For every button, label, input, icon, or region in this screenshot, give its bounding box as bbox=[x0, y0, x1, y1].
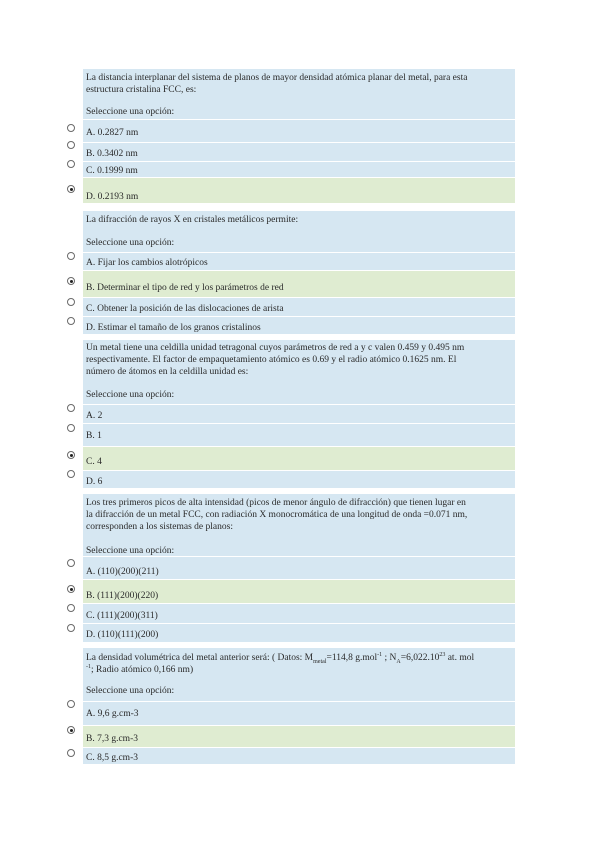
question-4-option-a-radio[interactable] bbox=[67, 559, 75, 567]
question-4-text-line-2: la difracción de un metal FCC, con radiación X monocromática de una longitud de onda =0.071 nm, bbox=[86, 510, 468, 520]
question-3-prompt bbox=[83, 340, 515, 404]
question-4-prompt bbox=[83, 494, 515, 556]
question-2-option-c[interactable] bbox=[83, 297, 515, 316]
question-5-option-c[interactable] bbox=[83, 747, 515, 764]
question-3-option-b-radio[interactable] bbox=[67, 424, 75, 432]
question-2-prompt bbox=[83, 211, 515, 252]
q5-line1-part1: La densidad volumétrica del metal anterior será: ( Datos: M bbox=[86, 653, 314, 663]
question-1-text-line-2: estructura cristalina FCC, es: bbox=[86, 85, 197, 95]
option-label: D. 0.2193 nm bbox=[86, 192, 139, 202]
option-label: B. 0.3402 nm bbox=[86, 149, 138, 159]
option-label: A. 2 bbox=[86, 411, 103, 421]
option-label: B. (111)(200)(220) bbox=[86, 591, 159, 601]
question-4-option-c[interactable] bbox=[83, 603, 515, 623]
option-label: B. 1 bbox=[86, 431, 102, 441]
question-2-option-d[interactable] bbox=[83, 316, 515, 334]
q5-line1-part3: ; N bbox=[382, 653, 397, 663]
option-label: B. Determinar el tipo de red y los parámetros de red bbox=[86, 283, 284, 293]
q5-line1-sup2: 23 bbox=[439, 651, 446, 658]
q5-line1-part4: =6,022.10 bbox=[400, 653, 440, 663]
question-3-text-line-2: respectivamente. El factor de empaquetamiento atómico es 0.69 y el radio atómico 0.1625 nm. El bbox=[86, 355, 457, 365]
question-5-option-b[interactable] bbox=[83, 725, 515, 747]
question-1-prompt bbox=[83, 69, 515, 119]
question-3-option-a-radio[interactable] bbox=[67, 404, 75, 412]
option-label: A. (110)(200)(211) bbox=[86, 567, 159, 577]
question-1-option-c[interactable] bbox=[83, 161, 515, 177]
question-2-option-a-radio[interactable] bbox=[67, 252, 75, 260]
question-5-prompt bbox=[83, 648, 515, 701]
option-label: C. 0.1999 nm bbox=[86, 166, 138, 176]
option-label: B. 7,3 g.cm-3 bbox=[86, 734, 138, 744]
question-1-option-d[interactable] bbox=[83, 177, 515, 203]
question-2-option-b-radio[interactable] bbox=[67, 277, 75, 285]
question-3-option-b[interactable] bbox=[83, 423, 515, 446]
option-label: A. Fijar los cambios alotrópicos bbox=[86, 258, 208, 268]
question-2-text-line-1: La difracción de rayos X en cristales metálicos permite: bbox=[86, 215, 299, 225]
q5-line2-text: ; Radio atómico 0,166 nm) bbox=[91, 665, 194, 675]
option-label: C. 8,5 g.cm-3 bbox=[86, 753, 138, 763]
option-label: C. 4 bbox=[86, 457, 102, 467]
question-4-option-a[interactable] bbox=[83, 556, 515, 579]
question-2-option-a[interactable] bbox=[83, 252, 515, 270]
q5-line1-sub2: A bbox=[396, 658, 401, 665]
option-label: C. (111)(200)(311) bbox=[86, 611, 158, 621]
option-label: C. Obtener la posición de las dislocaciones de arista bbox=[86, 304, 284, 314]
question-5-text-line-1 bbox=[86, 652, 474, 664]
question-4-option-b-radio[interactable] bbox=[67, 585, 75, 593]
option-label: A. 9,6 g.cm-3 bbox=[86, 709, 139, 719]
question-3-option-c[interactable] bbox=[83, 446, 515, 470]
option-label: D. Estimar el tamaño de los granos cristalinos bbox=[86, 323, 261, 333]
q5-line1-sup1: -1 bbox=[377, 651, 383, 658]
option-label: D. (110)(111)(200) bbox=[86, 630, 159, 640]
question-1-option-b-radio[interactable] bbox=[67, 141, 75, 149]
question-1-option-b[interactable] bbox=[83, 142, 515, 161]
question-1-select-label: Seleccione una opción: bbox=[86, 107, 175, 117]
question-4-text-line-3: corresponden a los sistemas de planos: bbox=[86, 522, 233, 532]
question-2-option-d-radio[interactable] bbox=[67, 317, 75, 325]
question-3-option-d-radio[interactable] bbox=[67, 470, 75, 478]
question-2-option-c-radio[interactable] bbox=[67, 298, 75, 306]
question-1-option-c-radio[interactable] bbox=[67, 160, 75, 168]
question-1-option-d-radio[interactable] bbox=[67, 185, 75, 193]
q5-line1-part2: =114,8 g.mol bbox=[326, 653, 378, 663]
question-3-text-line-3: número de átomos en la celdilla unidad es: bbox=[86, 367, 249, 377]
question-1-text-line-1: La distancia interplanar del sistema de planos de mayor densidad atómica planar del metal, para esta bbox=[86, 73, 468, 83]
option-label: A. 0.2827 nm bbox=[86, 128, 139, 138]
question-5-option-a-radio[interactable] bbox=[67, 700, 75, 708]
q5-line1-sub1: metal bbox=[313, 658, 327, 665]
option-label: D. 6 bbox=[86, 477, 103, 487]
question-3-option-a[interactable] bbox=[83, 404, 515, 423]
question-1-option-a-radio[interactable] bbox=[67, 124, 75, 132]
question-1-option-a[interactable] bbox=[83, 119, 515, 142]
q5-line1-part5: at. mol bbox=[445, 653, 475, 663]
question-4-select-label: Seleccione una opción: bbox=[86, 546, 175, 556]
question-4-text-line-1: Los tres primeros picos de alta intensidad (picos de menor ángulo de difracción) que tienen lugar en bbox=[86, 498, 466, 508]
question-2-option-b[interactable] bbox=[83, 270, 515, 297]
question-4-option-d[interactable] bbox=[83, 623, 515, 642]
question-3-option-d[interactable] bbox=[83, 470, 515, 488]
question-4-option-b[interactable] bbox=[83, 579, 515, 603]
question-5-text-line-2 bbox=[86, 664, 193, 676]
question-2-select-label: Seleccione una opción: bbox=[86, 238, 175, 248]
question-4-option-c-radio[interactable] bbox=[67, 604, 75, 612]
question-5-select-label: Seleccione una opción: bbox=[86, 686, 175, 696]
question-5-option-a[interactable] bbox=[83, 701, 515, 725]
question-3-text-line-1: Un metal tiene una celdilla unidad tetragonal cuyos parámetros de red a y c valen 0.459 y 0.495 nm bbox=[86, 343, 465, 353]
question-3-option-c-radio[interactable] bbox=[67, 451, 75, 459]
question-4-option-d-radio[interactable] bbox=[67, 624, 75, 632]
q5-line2-sup: -1 bbox=[86, 663, 91, 670]
question-5-option-b-radio[interactable] bbox=[67, 726, 75, 734]
question-3-select-label: Seleccione una opción: bbox=[86, 390, 175, 400]
question-5-option-c-radio[interactable] bbox=[67, 749, 75, 757]
